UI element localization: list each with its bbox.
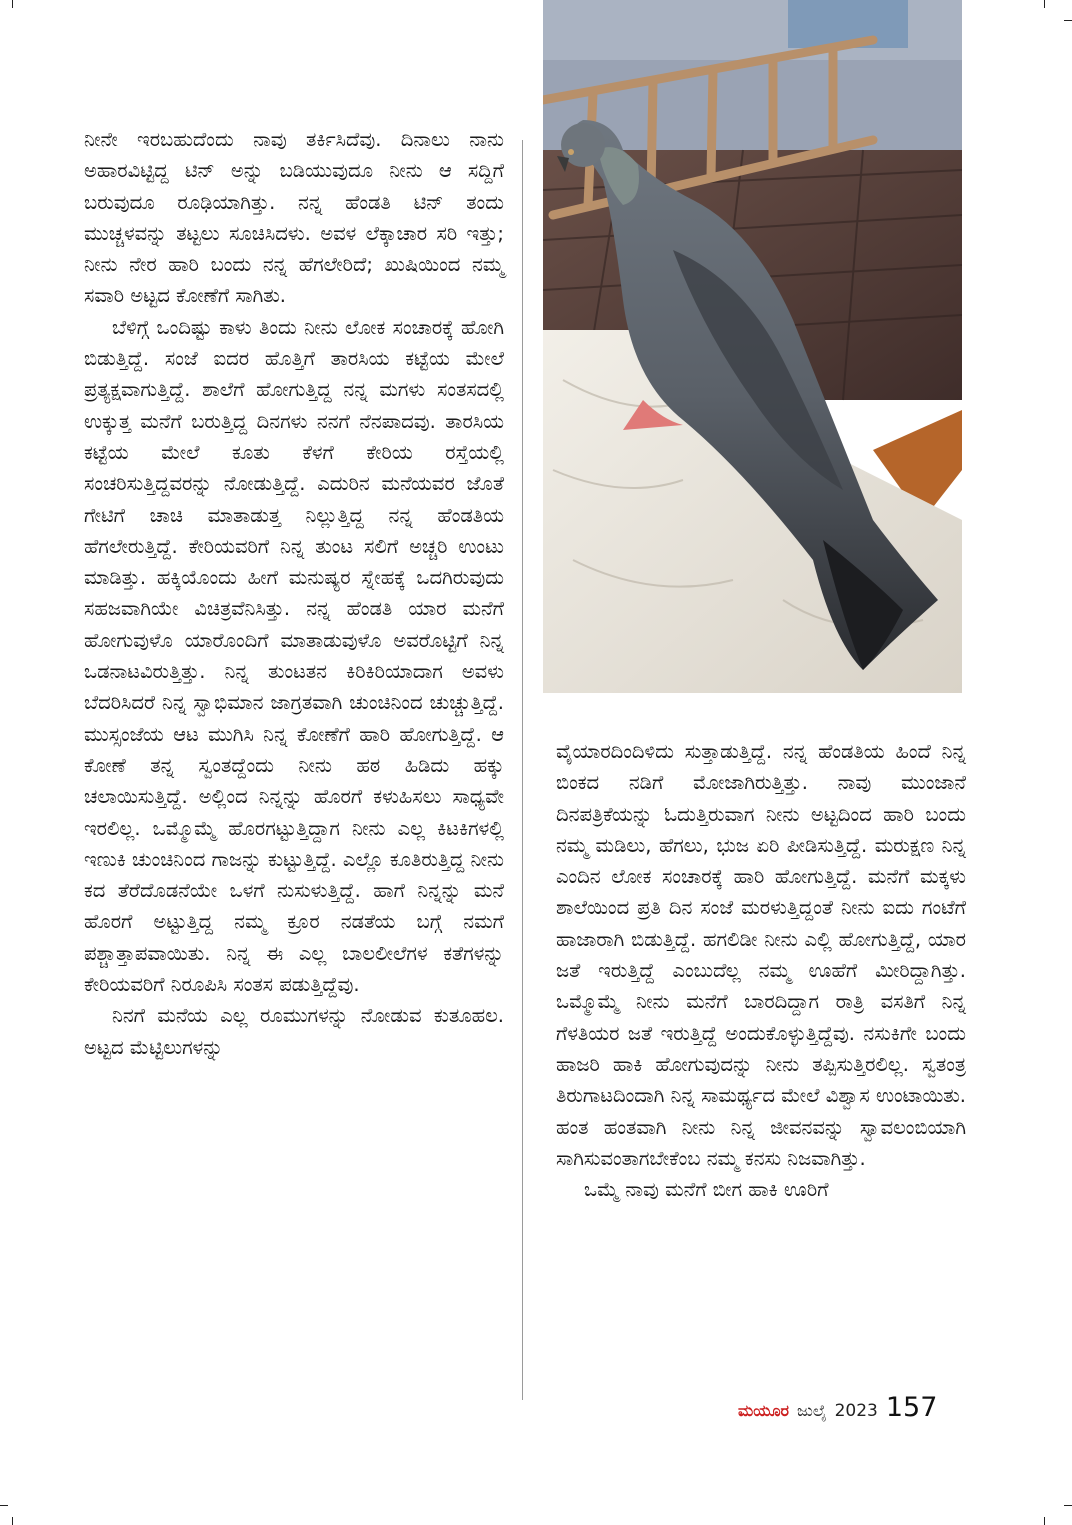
page-footer bbox=[738, 1392, 937, 1432]
page-number: 157 bbox=[885, 1392, 938, 1423]
paragraph: ಒಮ್ಮೆ ನಾವು ಮನೆಗೆ ಬೀಗ ಹಾಕಿ ಊರಿಗೆ bbox=[584, 1178, 829, 1202]
paragraph: ನೀನೇ ಇರಬಹುದೆಂದು ನಾವು ತರ್ಕಿಸಿದೆವು. ದಿನಾಲು ನಾನು ಅಹಾರವಿಟ್ಟಿದ್ದ ಟಿನ್ ಅನ್ನು ಬಡಿಯುವುದೂ ನೀನು ಆ ಸದ್ದಿಗೆ ಬರುವುದೂ ರೂಢಿಯಾಗಿತ್ತು. ನನ್ನ ಹೆಂಡತಿ ಟಿನ್ ತಂದು ಮುಚ್ಚಳವನ್ನು ತಟ್ಟಲು ಸೂಚಿಸಿದಳು. ಅವಳ ಲೆಕ್ಕಾಚಾರ ಸರಿ ಇತ್ತು; ನೀನು ನೇರ ಹಾರಿ ಬಂದು ನನ್ನ ಹೆಗಲೇರಿದೆ; ಖುಷಿಯಿಂದ ನಮ್ಮ ಸವಾರಿ ಅಟ್ಟದ ಕೋಣೆಗೆ ಸಾಗಿತು. bbox=[84, 128, 504, 308]
article-right-column bbox=[556, 736, 966, 1205]
crop-mark bbox=[1064, 20, 1072, 21]
crop-mark bbox=[0, 1505, 8, 1506]
paragraph: ವೈಯಾರದಿಂದಿಳಿದು ಸುತ್ತಾಡುತ್ತಿದ್ದೆ. ನನ್ನ ಹೆಂಡತಿಯ ಹಿಂದೆ ನಿನ್ನ ಬಿಂಕದ ನಡಿಗೆ ಮೋಜಾಗಿರುತ್ತಿತ್ತು. ನಾವು ಮುಂಜಾನೆ ದಿನಪತ್ರಿಕೆಯನ್ನು ಓದುತ್ತಿರುವಾಗ ನೀನು ಅಟ್ಟದಿಂದ ಹಾರಿ ಬಂದು ನಮ್ಮ ಮಡಿಲು, ಹೆಗಲು, ಭುಜ ಏರಿ ಪೀಡಿಸುತ್ತಿದ್ದೆ. ಮರುಕ್ಷಣ ನಿನ್ನ ಎಂದಿನ ಲೋಕ ಸಂಚಾರಕ್ಕೆ ಹಾರಿ ಹೋಗುತ್ತಿದ್ದೆ. ಮನೆಗೆ ಮಕ್ಕಳು ಶಾಲೆಯಿಂದ ಪ್ರತಿ ದಿನ ಸಂಜೆ ಮರಳುತ್ತಿದ್ದಂತೆ ನೀನು ಐದು ಗಂಟೆಗೆ ಹಾಜಾರಾಗಿ ಬಿಡುತ್ತಿದ್ದೆ. ಹಗಲಿಡೀ ನೀನು ಎಲ್ಲಿ ಹೋಗುತ್ತಿದ್ದೆ, ಯಾರ ಜತೆ ಇರುತ್ತಿದ್ದೆ ಎಂಬುದೆಲ್ಲ ನಮ್ಮ ಊಹೆಗೆ ಮೀರಿದ್ದಾಗಿತ್ತು. ಒಮ್ಮೊಮ್ಮೆ ನೀನು ಮನೆಗೆ ಬಾರದಿದ್ದಾಗ ರಾತ್ರಿ ವಸತಿಗೆ ನಿನ್ನ ಗೆಳತಿಯರ ಜತೆ ಇರುತ್ತಿದ್ದೆ ಅಂದುಕೊಳ್ಳುತ್ತಿದ್ದೆವು. ನಸುಕಿಗೇ ಬಂದು ಹಾಜರಿ ಹಾಕಿ ಹೋಗುವುದನ್ನು ನೀನು ತಪ್ಪಿಸುತ್ತಿರಲಿಲ್ಲ. ಸ್ವತಂತ್ರ ತಿರುಗಾಟದಿಂದಾಗಿ ನಿನ್ನ ಸಾಮರ್ಥ್ಯದ ಮೇಲೆ ವಿಶ್ವಾಸ ಉಂಟಾಯಿತು. ಹಂತ ಹಂತವಾಗಿ ನೀನು ನಿನ್ನ ಜೀವನವನ್ನು ಸ್ವಾವಲಂಬಿಯಾಗಿ ಸಾಗಿಸುವಂತಾಗಬೇಕೆಂಬ ನಮ್ಮ ಕನಸು ನಿಜವಾಗಿತ್ತು. bbox=[556, 740, 966, 1170]
magazine-name: ಮಯೂರ bbox=[738, 1401, 790, 1420]
crop-mark bbox=[1044, 0, 1045, 8]
crop-mark bbox=[1044, 1517, 1045, 1525]
crop-mark bbox=[1064, 1505, 1072, 1506]
article-left-column bbox=[84, 124, 504, 1063]
crop-mark bbox=[12, 1517, 13, 1525]
pigeon-photo bbox=[543, 0, 962, 693]
issue-month: ಜುಲೈ bbox=[797, 1401, 827, 1420]
column-divider bbox=[522, 140, 523, 1400]
issue-year: 2023 bbox=[834, 1401, 878, 1421]
paragraph: ನಿನಗೆ ಮನೆಯ ಎಲ್ಲ ರೂಮುಗಳನ್ನು ನೋಡುವ ಕುತೂಹಲ. ಅಟ್ಟದ ಮೆಟ್ಟಿಲುಗಳನ್ನು bbox=[84, 1004, 504, 1059]
crop-mark bbox=[12, 0, 13, 8]
paragraph: ಬೆಳಿಗ್ಗೆ ಒಂದಿಷ್ಟು ಕಾಳು ತಿಂದು ನೀನು ಲೋಕ ಸಂಚಾರಕ್ಕೆ ಹೋಗಿ ಬಿಡುತ್ತಿದ್ದೆ. ಸಂಜೆ ಐದರ ಹೊತ್ತಿಗೆ ತಾರಸಿಯ ಕಟ್ಟೆಯ ಮೇಲೆ ಪ್ರತ್ಯಕ್ಷವಾಗುತ್ತಿದ್ದೆ. ಶಾಲೆಗೆ ಹೋಗುತ್ತಿದ್ದ ನನ್ನ ಮಗಳು ಸಂತಸದಲ್ಲಿ ಉಕ್ಕುತ್ತ ಮನೆಗೆ ಬರುತ್ತಿದ್ದ ದಿನಗಳು ನನಗೆ ನೆನಪಾದವು. ತಾರಸಿಯ ಕಟ್ಟೆಯ ಮೇಲೆ ಕೂತು ಕೆಳಗೆ ಕೇರಿಯ ರಸ್ತೆಯಲ್ಲಿ ಸಂಚರಿಸುತ್ತಿದ್ದವರನ್ನು ನೋಡುತ್ತಿದ್ದೆ. ಎದುರಿನ ಮನೆಯವರ ಜೊತೆ ಗೇಟಿಗೆ ಚಾಚಿ ಮಾತಾಡುತ್ತ ನಿಲ್ಲುತ್ತಿದ್ದ ನನ್ನ ಹೆಂಡತಿಯ ಹೆಗಲೇರುತ್ತಿದ್ದೆ. ಕೇರಿಯವರಿಗೆ ನಿನ್ನ ತುಂಟ ಸಲಿಗೆ ಅಚ್ಚರಿ ಉಂಟು ಮಾಡಿತ್ತು. ಹಕ್ಕಿಯೊಂದು ಹೀಗೆ ಮನುಷ್ಯರ ಸ್ನೇಹಕ್ಕೆ ಒದಗಿರುವುದು ಸಹಜವಾಗಿಯೇ ವಿಚಿತ್ರವೆನಿಸಿತ್ತು. ನನ್ನ ಹೆಂಡತಿ ಯಾರ ಮನೆಗೆ ಹೋಗುವುಳೊ ಯಾರೊಂದಿಗೆ ಮಾತಾಡುವುಳೊ ಅವರೊಟ್ಟಿಗೆ ನಿನ್ನ ಒಡನಾಟವಿರುತ್ತಿತ್ತು. ನಿನ್ನ ತುಂಟತನ ಕಿರಿಕಿರಿಯಾದಾಗ ಅವಳು ಬೆದರಿಸಿದರೆ ನಿನ್ನ ಸ್ವಾಭಿಮಾನ ಜಾಗ್ರತವಾಗಿ ಚುಂಚಿನಿಂದ ಚುಚ್ಚುತ್ತಿದ್ದೆ. ಮುಸ್ಸಂಜೆಯ ಆಟ ಮುಗಿಸಿ ನಿನ್ನ ಕೋಣೆಗೆ ಹಾರಿ ಹೋಗುತ್ತಿದ್ದೆ. ಆ ಕೋಣೆ ತನ್ನ ಸ್ವಂತದ್ದೆಂದು ನೀನು ಹಠ ಹಿಡಿದು ಹಕ್ಕು ಚಲಾಯಿಸುತ್ತಿದ್ದೆ. ಅಲ್ಲಿಂದ ನಿನ್ನನ್ನು ಹೊರಗೆ ಕಳುಹಿಸಲು ಸಾಧ್ಯವೇ ಇರಲಿಲ್ಲ. ಒಮ್ಮೊಮ್ಮೆ ಹೊರಗಟ್ಟುತ್ತಿದ್ದಾಗ ನೀನು ಎಲ್ಲ ಕಿಟಕಿಗಳಲ್ಲಿ ಇಣುಕಿ ಚುಂಚಿನಿಂದ ಗಾಜನ್ನು ಕುಟ್ಟುತ್ತಿದ್ದೆ. ಎಲ್ಲೊ ಕೂತಿರುತ್ತಿದ್ದ ನೀನು ಕದ ತೆರೆದೊಡನೆಯೇ ಒಳಗೆ ನುಸುಳುತ್ತಿದ್ದೆ. ಹಾಗೆ ನಿನ್ನನ್ನು ಮನೆ ಹೊರಗೆ ಅಟ್ಟುತ್ತಿದ್ದ ನಮ್ಮ ಕ್ರೂರ ನಡತೆಯ ಬಗ್ಗೆ ನಮಗೆ ಪಶ್ಚಾತ್ತಾಪವಾಯಿತು. ನಿನ್ನ ಈ ಎಲ್ಲ ಬಾಲಲೀಲೆಗಳ ಕತೆಗಳನ್ನು ಕೇರಿಯವರಿಗೆ ನಿರೂಪಿಸಿ ಸಂತಸ ಪಡುತ್ತಿದ್ದೆವು. bbox=[84, 315, 504, 997]
